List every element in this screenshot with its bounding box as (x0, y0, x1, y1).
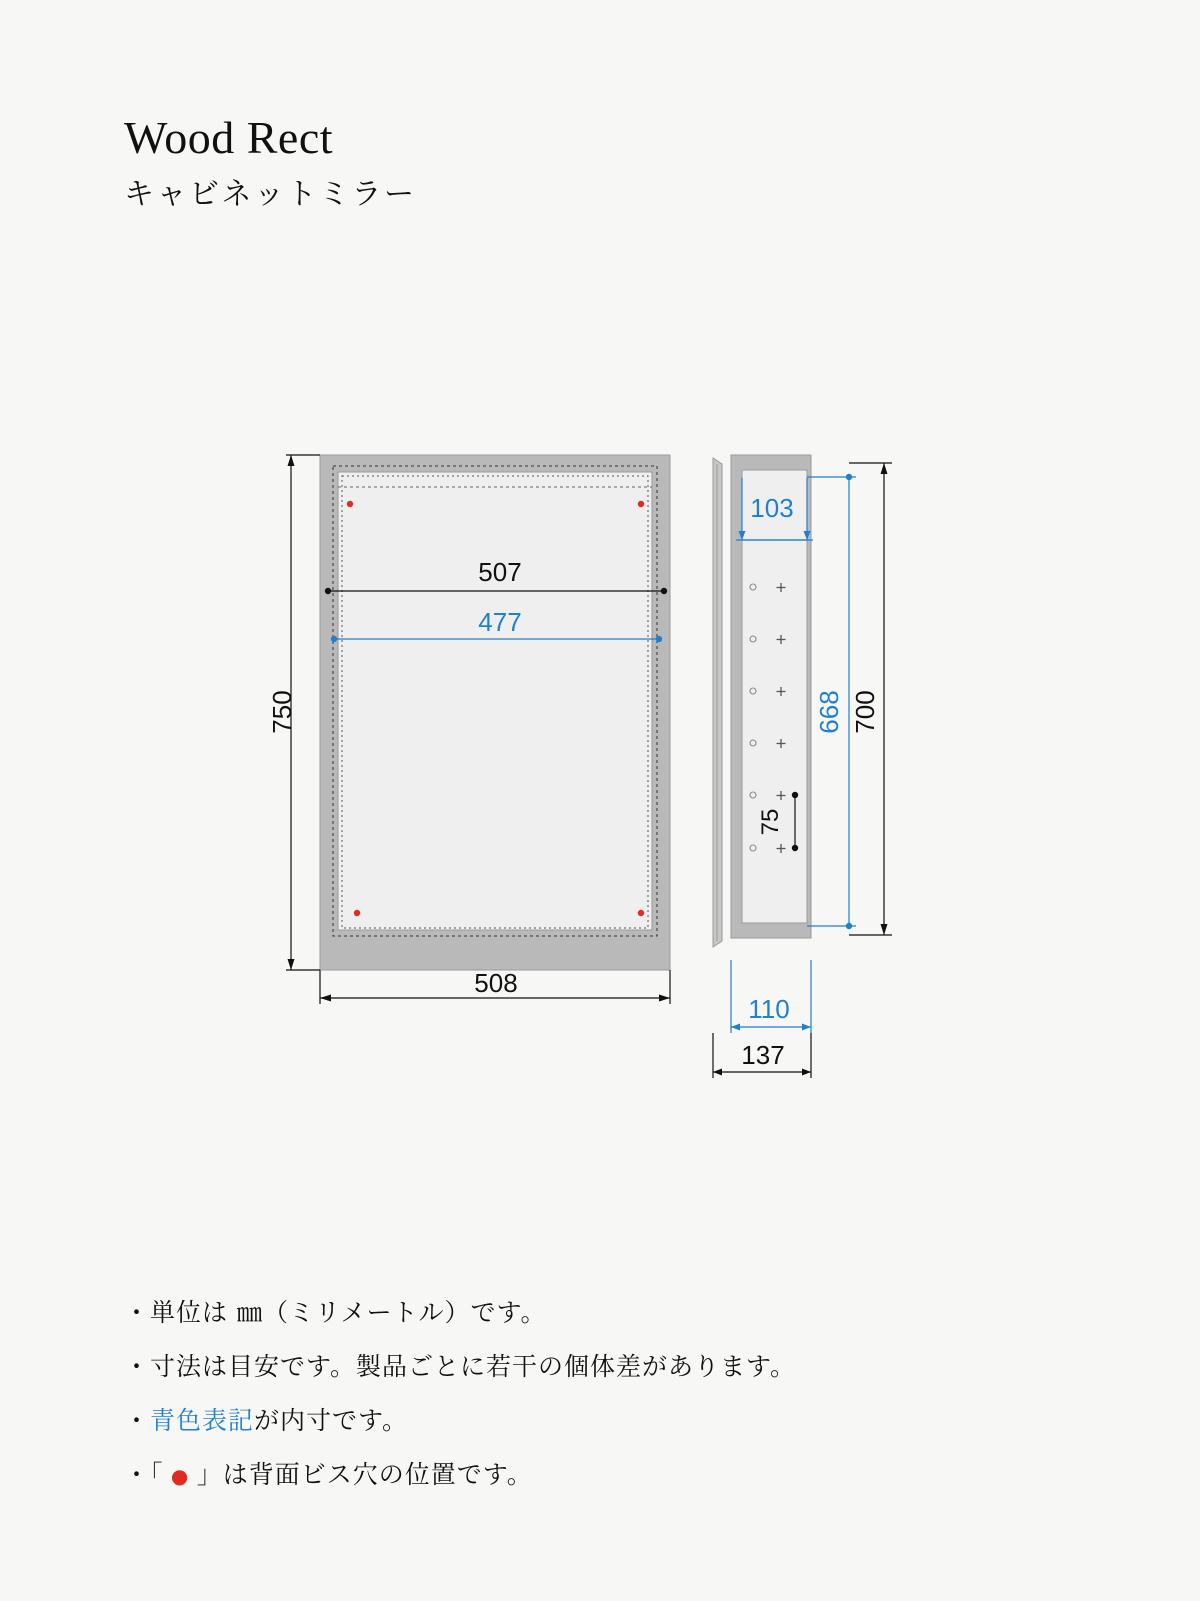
front-view-group (320, 455, 670, 970)
note-unit: ・単位は ㎜（ミリメートル）です。 (124, 1298, 547, 1327)
dim-label-700: 700 (850, 690, 880, 734)
screw-hole-top-right (638, 501, 644, 507)
screw-hole-bottom-right (638, 910, 644, 916)
dim-label-668: 668 (814, 690, 844, 734)
side-view-group (713, 455, 811, 947)
dim-label-110: 110 (748, 994, 790, 1024)
page-title-ja: キャビネットミラー (124, 176, 417, 212)
dim-label-75: 75 (757, 808, 784, 836)
dim-depth-137 (713, 1033, 811, 1078)
note-dot-suffix: 」は背面ビス穴の位置です。 (196, 1460, 533, 1489)
dim-height-668 (807, 474, 856, 929)
dim-depth-110 (731, 960, 811, 1033)
dim-label-103: 103 (750, 493, 794, 523)
dim-width-508 (320, 968, 670, 1004)
side-body-inner (742, 470, 807, 923)
dim-height-750 (267, 455, 320, 970)
note-inner-dimension (124, 1408, 796, 1433)
notes-block (124, 1300, 796, 1516)
screw-hole-dot-icon: ● (163, 1464, 197, 1488)
note-blue-emph: 青色表記 (150, 1406, 255, 1435)
dim-label-750: 750 (267, 690, 297, 734)
note-screw-hole (124, 1462, 796, 1487)
page-title-en: Wood Rect (124, 112, 334, 163)
dim-label-508: 508 (474, 968, 518, 998)
note-blue-suffix: が内寸です。 (254, 1406, 409, 1435)
note-tolerance: ・寸法は目安です。製品ごとに若干の個体差があります。 (124, 1352, 797, 1381)
front-mirror-panel (338, 472, 652, 930)
dim-label-137: 137 (741, 1040, 785, 1070)
screw-hole-top-left (347, 501, 353, 507)
screw-hole-bottom-left (354, 910, 360, 916)
dim-label-507: 507 (478, 557, 522, 587)
note-dot-prefix: ・「 (124, 1460, 164, 1489)
note-blue-prefix: ・ (124, 1406, 151, 1435)
dim-label-477: 477 (478, 607, 522, 637)
dim-height-700 (849, 463, 892, 935)
